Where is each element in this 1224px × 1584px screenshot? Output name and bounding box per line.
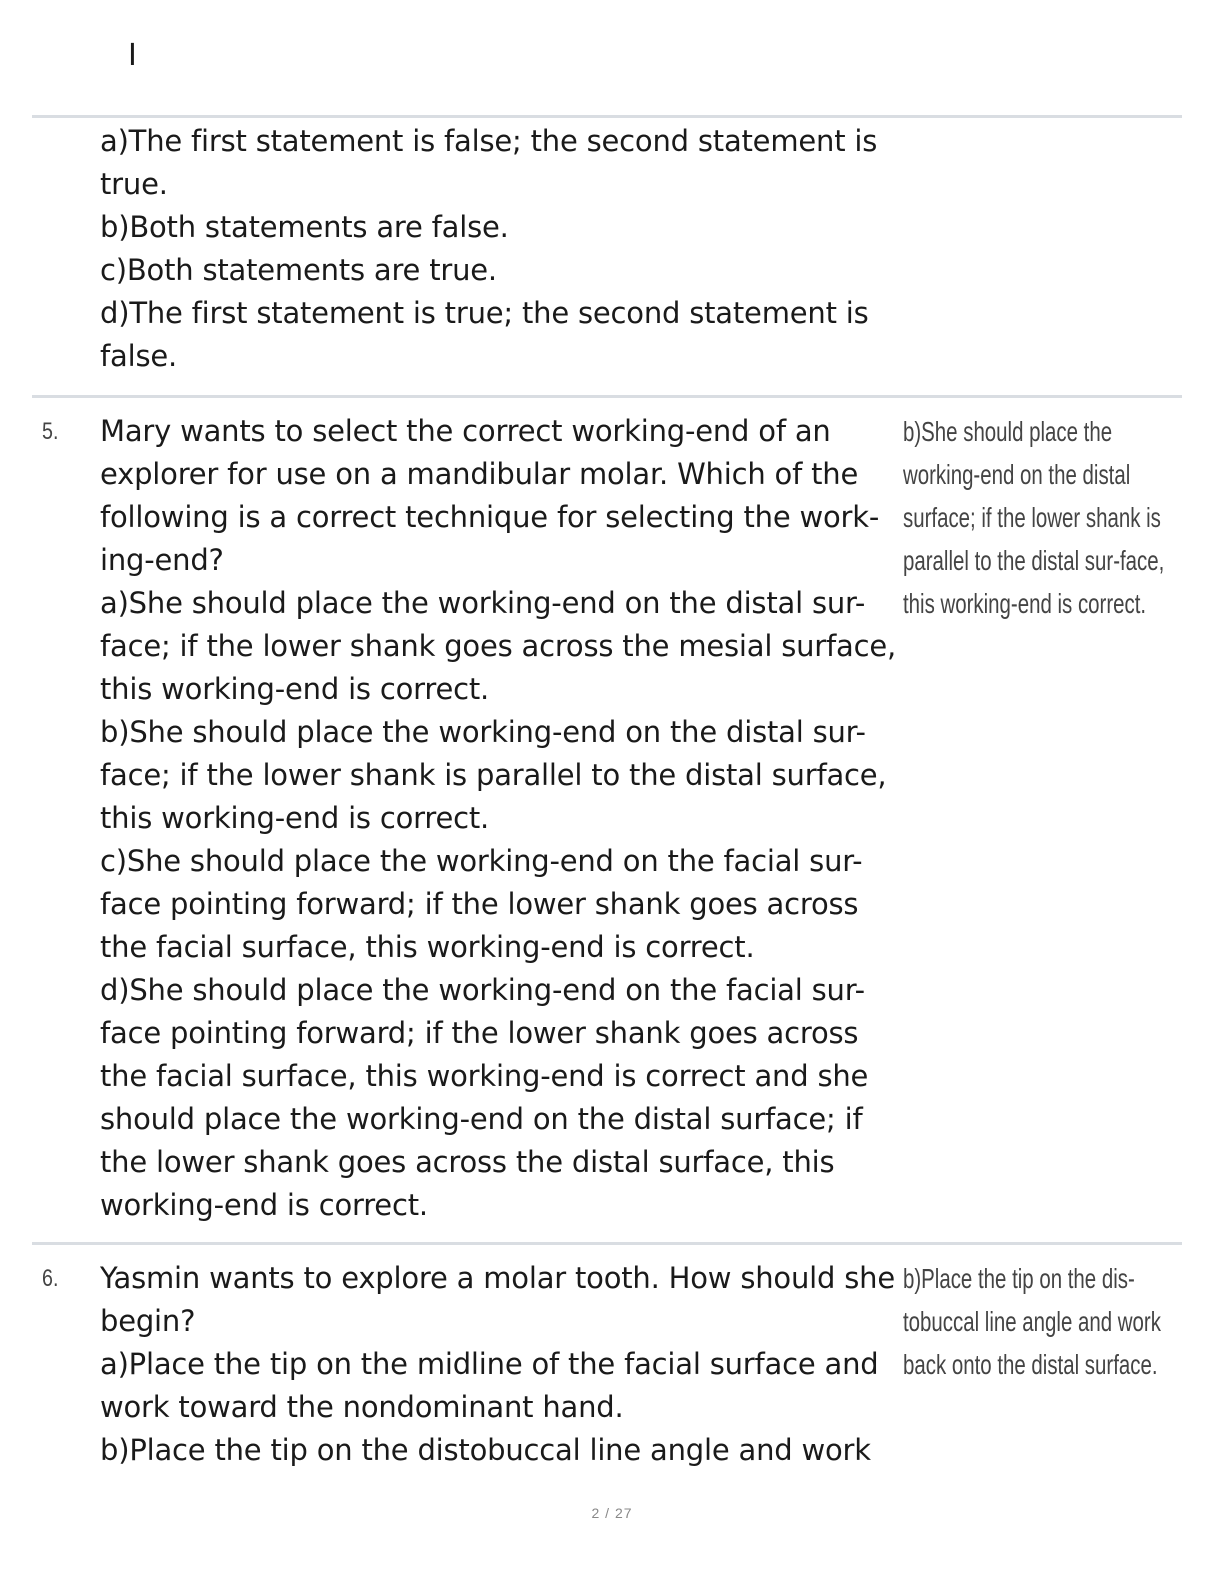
answer-text: b)Place the tip on the dis-tobuccal line angle and work back onto the distal surface. [903,1263,1161,1380]
option-c: c)She should place the working-end on the facial sur-face pointing forward; if the lower shank goes across the facial surface, this working-end is correct. [100,844,863,964]
option-d: d)The first statement is true; the second statement is false. [100,296,869,373]
option-b: b)Place the tip on the distobuccal line angle and work [100,1433,871,1467]
option-d: d)She should place the working-end on the facial sur-face pointing forward; if the lower shank goes across the facial surface, this working-end is correct and she should place the working-end on the distal surface; if the lower shank goes across the distal surface, this working-end is correct. [100,973,869,1222]
header-mark: I [128,38,137,73]
question-5 [100,410,900,1227]
answer-key [903,410,1218,625]
option-b: b)She should place the working-end on the distal sur-face; if the lower shank is parallel to the distal surface, this working-end is correct. [100,715,887,835]
page-number: 2 / 27 [591,1505,633,1521]
option-a: a)Place the tip on the midline of the facial surface and work toward the nondominant hand. [100,1347,879,1424]
option-b: b)Both statements are false. [100,210,509,244]
option-a: a)The first statement is false; the second statement is true. [100,124,878,201]
question-4-options [100,120,900,378]
question-number: 5. [42,418,59,445]
section-divider [32,1242,1182,1245]
section-divider [32,115,1182,118]
question-text: Yasmin wants to explore a molar tooth. How should she begin? [100,1261,895,1338]
section-divider [32,395,1182,398]
option-a: a)She should place the working-end on the distal sur-face; if the lower shank goes across the mesial surface, this working-end is correct. [100,586,897,706]
answer-key [903,1257,1218,1386]
question-text: Mary wants to select the correct working-end of an explorer for use on a mandibular molar. Which of the following is a correct technique for selecting the work-ing-end? [100,414,880,577]
question-6 [100,1257,900,1472]
question-number: 6. [42,1265,59,1292]
option-c: c)Both statements are true. [100,253,497,287]
answer-text: b)She should place the working-end on the distal surface; if the lower shank is parallel to the distal sur-face, this working-end is correct. [903,416,1165,619]
